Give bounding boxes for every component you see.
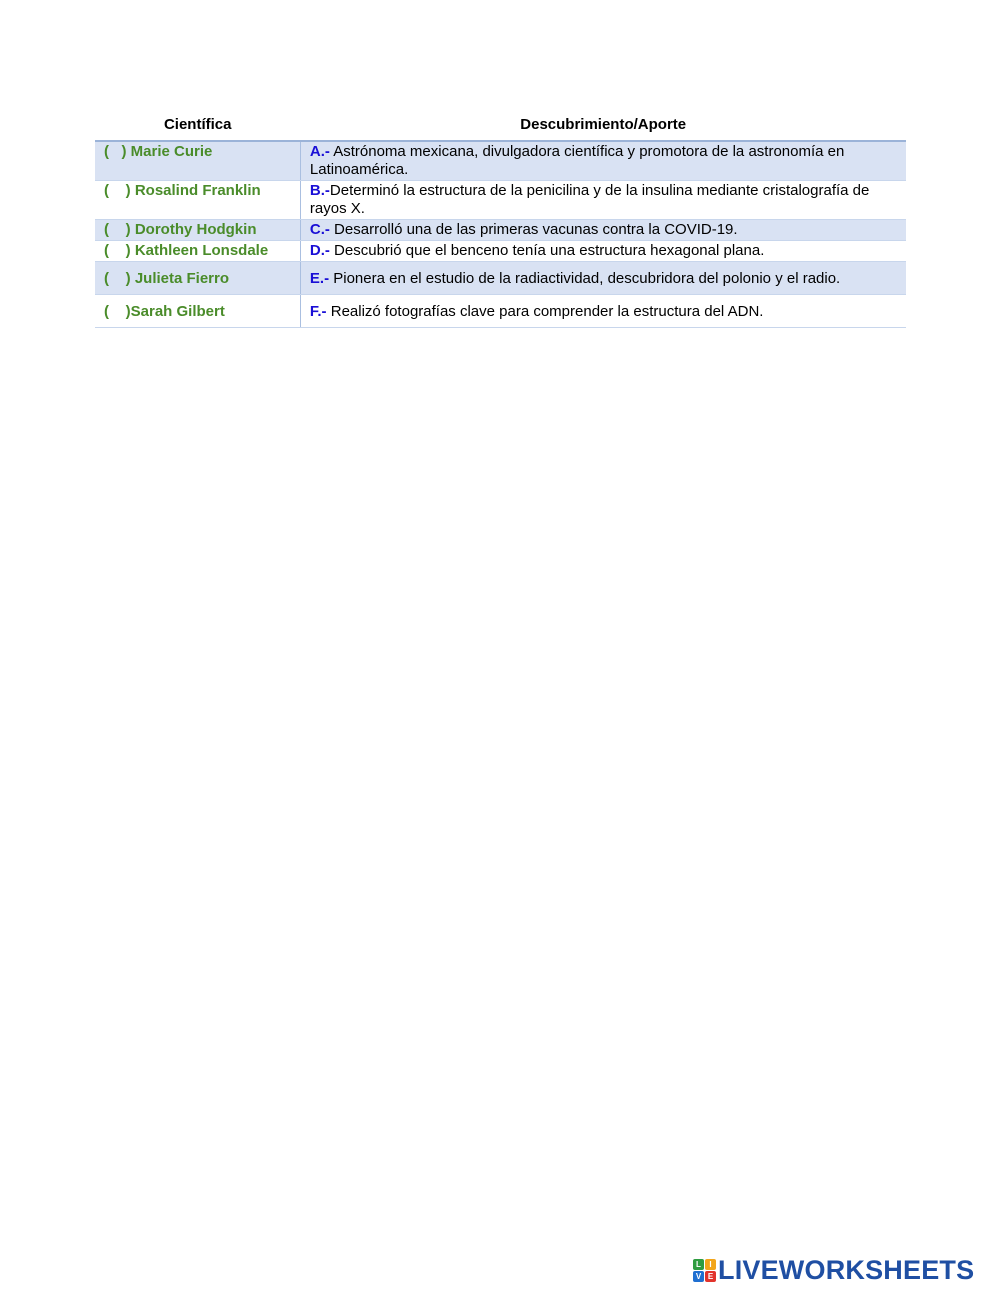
scientist-cell[interactable]: ( ) Dorothy Hodgkin xyxy=(95,220,300,241)
table-row xyxy=(95,262,906,295)
scientist-cell[interactable]: ( ) Rosalind Franklin xyxy=(95,181,300,220)
liveworksheets-logo[interactable] xyxy=(693,1255,974,1285)
matching-table xyxy=(95,114,906,328)
option-letter: B.- xyxy=(309,182,330,199)
scientist-cell[interactable]: ( ) Marie Curie xyxy=(95,141,300,181)
discovery-cell xyxy=(300,262,906,295)
logo-mark-letter: E xyxy=(705,1271,716,1282)
table-row xyxy=(95,220,906,241)
option-description: Astrónoma mexicana, divulgadora científica y promotora de la astronomía en Latinoamérica. xyxy=(309,143,845,178)
header-discovery: Descubrimiento/Aporte xyxy=(300,114,906,141)
logo-mark-letter: I xyxy=(705,1259,716,1270)
table-header-row xyxy=(95,114,906,141)
header-scientist: Científica xyxy=(95,114,300,141)
discovery-cell xyxy=(300,181,906,220)
option-description: Realizó fotografías clave para comprender la estructura del ADN. xyxy=(326,303,764,320)
option-letter: D.- xyxy=(309,242,330,259)
table-row xyxy=(95,141,906,181)
option-letter: A.- xyxy=(309,143,330,160)
scientist-cell[interactable]: ( ) Julieta Fierro xyxy=(95,262,300,295)
option-letter: F.- xyxy=(309,303,327,320)
scientist-cell[interactable]: ( )Sarah Gilbert xyxy=(95,295,300,328)
discovery-cell xyxy=(300,220,906,241)
scientist-cell[interactable]: ( ) Kathleen Lonsdale xyxy=(95,241,300,262)
logo-mark-letter: V xyxy=(693,1271,704,1282)
option-description: Desarrolló una de las primeras vacunas contra la COVID-19. xyxy=(329,221,738,238)
table-row xyxy=(95,295,906,328)
option-description: Determinó la estructura de la penicilina y de la insulina mediante cristalografía de rayos X. xyxy=(309,182,870,217)
option-description: Pionera en el estudio de la radiactividad, descubridora del polonio y el radio. xyxy=(329,270,841,287)
discovery-cell xyxy=(300,141,906,181)
option-letter: C.- xyxy=(309,221,330,238)
table-row xyxy=(95,241,906,262)
liveworksheets-logo-icon xyxy=(693,1259,716,1282)
option-description: Descubrió que el benceno tenía una estructura hexagonal plana. xyxy=(329,242,765,259)
option-letter: E.- xyxy=(309,270,330,287)
discovery-cell xyxy=(300,241,906,262)
logo-mark-letter: L xyxy=(693,1259,704,1270)
table-row xyxy=(95,181,906,220)
logo-text: LIVEWORKSHEETS xyxy=(718,1254,975,1285)
discovery-cell xyxy=(300,295,906,328)
